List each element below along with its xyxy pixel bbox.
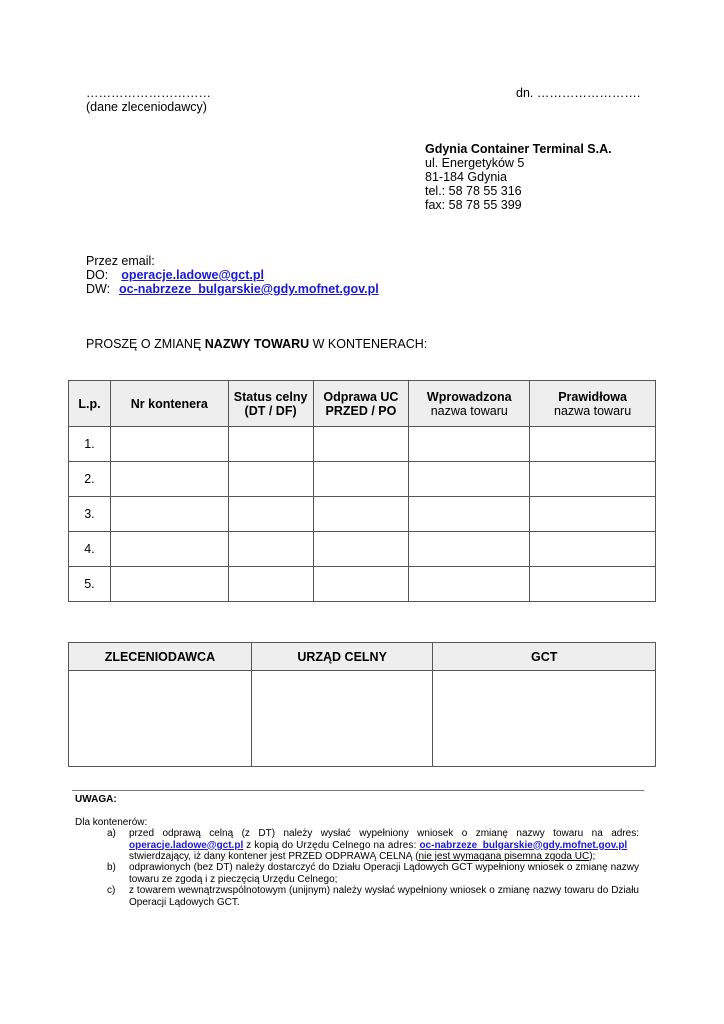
container-cell[interactable] (110, 427, 228, 462)
note-a-text3: stwierdzający, iż dany kontener jest PRZED ODPRAWĄ CELNĄ ( (129, 851, 419, 862)
note-a-line1: przed odprawą celną (z DT) należy wysłać wypełniony wniosek o zmianę nazwy towaru na adres: (129, 828, 639, 839)
company-name: Gdynia Container Terminal S.A. (425, 142, 612, 156)
company-fax: fax: 58 78 55 399 (425, 198, 522, 212)
goods-table (68, 380, 656, 602)
gct-signature-cell[interactable] (433, 671, 656, 767)
note-a-marker: a) (107, 828, 116, 839)
note-c-marker: c) (107, 885, 116, 896)
correct-name-cell[interactable] (530, 497, 656, 532)
header-lp: L.p. (69, 381, 111, 427)
notes-divider (72, 790, 644, 791)
entered-name-cell[interactable] (409, 532, 530, 567)
email-label: Przez email: (86, 254, 155, 268)
entered-name-cell[interactable] (409, 567, 530, 602)
note-a (129, 828, 639, 863)
note-a-text4: ); (589, 851, 596, 862)
recipient-address (425, 142, 612, 212)
container-cell[interactable] (110, 497, 228, 532)
company-street: ul. Energetyków 5 (425, 156, 525, 170)
status-cell[interactable] (228, 567, 313, 602)
header-clearance: Odprawa UC PRZED / PO (313, 381, 409, 427)
header-entered-name: Wprowadzona nazwa towaru (409, 381, 530, 427)
clearance-cell[interactable] (313, 497, 409, 532)
company-tel: tel.: 58 78 55 316 (425, 184, 522, 198)
container-cell[interactable] (110, 532, 228, 567)
note-a-email2[interactable]: oc-nabrzeze_bulgarskie@gdy.mofnet.gov.pl (419, 839, 628, 851)
clearance-cell[interactable] (313, 532, 409, 567)
status-cell[interactable] (228, 532, 313, 567)
signature-table (68, 642, 656, 767)
notes-intro: Dla kontenerów: (75, 817, 148, 828)
do-email-link[interactable]: operacje.ladowe@gct.pl (121, 268, 264, 282)
table-row (69, 567, 656, 602)
status-cell[interactable] (228, 497, 313, 532)
header-customs-status: Status celny (DT / DF) (228, 381, 313, 427)
container-cell[interactable] (110, 567, 228, 602)
row-number: 3. (69, 497, 111, 532)
request-bold: NAZWY TOWARU (204, 337, 310, 351)
clearance-cell[interactable] (313, 462, 409, 497)
entered-name-cell[interactable] (409, 462, 530, 497)
table-row (69, 532, 656, 567)
signature-header-row (69, 643, 656, 671)
status-cell[interactable] (228, 462, 313, 497)
header-client: ZLECENIODAWCA (69, 643, 252, 671)
company-city: 81-184 Gdynia (425, 170, 508, 184)
note-a-email1[interactable]: operacje.ladowe@gct.pl (129, 839, 244, 851)
dw-email-link[interactable]: oc-nabrzeze_bulgarskie@gdy.mofnet.gov.pl (119, 282, 379, 296)
clearance-cell[interactable] (313, 427, 409, 462)
request-suffix: W KONTENERACH: (309, 337, 428, 351)
request-prefix: PROSZĘ O ZMIANĘ (86, 337, 205, 351)
goods-header-row (69, 381, 656, 427)
do-label: DO: (86, 268, 109, 282)
row-number: 2. (69, 462, 111, 497)
client-label: (dane zleceniodawcy) (86, 100, 207, 114)
header-container-no: Nr kontenera (110, 381, 228, 427)
note-a-underlined: nie jest wymagana pisemna zgoda UC (418, 851, 590, 862)
email-block (86, 254, 379, 296)
header-correct-name: Prawidłowa nazwa towaru (530, 381, 656, 427)
container-cell[interactable] (110, 462, 228, 497)
correct-name-cell[interactable] (530, 427, 656, 462)
row-number: 1. (69, 427, 111, 462)
table-row (69, 427, 656, 462)
status-cell[interactable] (228, 427, 313, 462)
request-line (86, 337, 427, 351)
date-field: dn. ……………………. (516, 86, 641, 100)
note-a-text2: z kopią do Urzędu Celnego na adres: (243, 839, 420, 851)
notes-title: UWAGA: (75, 794, 117, 805)
client-dots: ………………………… (86, 86, 211, 100)
table-row (69, 462, 656, 497)
client-signature-cell[interactable] (69, 671, 252, 767)
clearance-cell[interactable] (313, 567, 409, 602)
signature-row (69, 671, 656, 767)
row-number: 4. (69, 532, 111, 567)
entered-name-cell[interactable] (409, 497, 530, 532)
note-c: z towarem wewnątrzwspólnotowym (unijnym) należy wysłać wypełniony wniosek o zmianę nazwy towaru do Działu Operacji Lądowych GCT. (129, 885, 639, 908)
correct-name-cell[interactable] (530, 567, 656, 602)
correct-name-cell[interactable] (530, 462, 656, 497)
note-b-marker: b) (107, 862, 116, 873)
table-row (69, 497, 656, 532)
header-gct: GCT (433, 643, 656, 671)
entered-name-cell[interactable] (409, 427, 530, 462)
header-customs-office: URZĄD CELNY (251, 643, 433, 671)
note-b: odprawionych (bez DT) należy dostarczyć do Działu Operacji Lądowych GCT wypełniony wniosek o zmianę nazwy towaru ze zgodą i z pieczęcią Urzędu Celnego; (129, 862, 639, 885)
row-number: 5. (69, 567, 111, 602)
dw-label: DW: (86, 282, 111, 296)
customs-signature-cell[interactable] (251, 671, 433, 767)
correct-name-cell[interactable] (530, 532, 656, 567)
